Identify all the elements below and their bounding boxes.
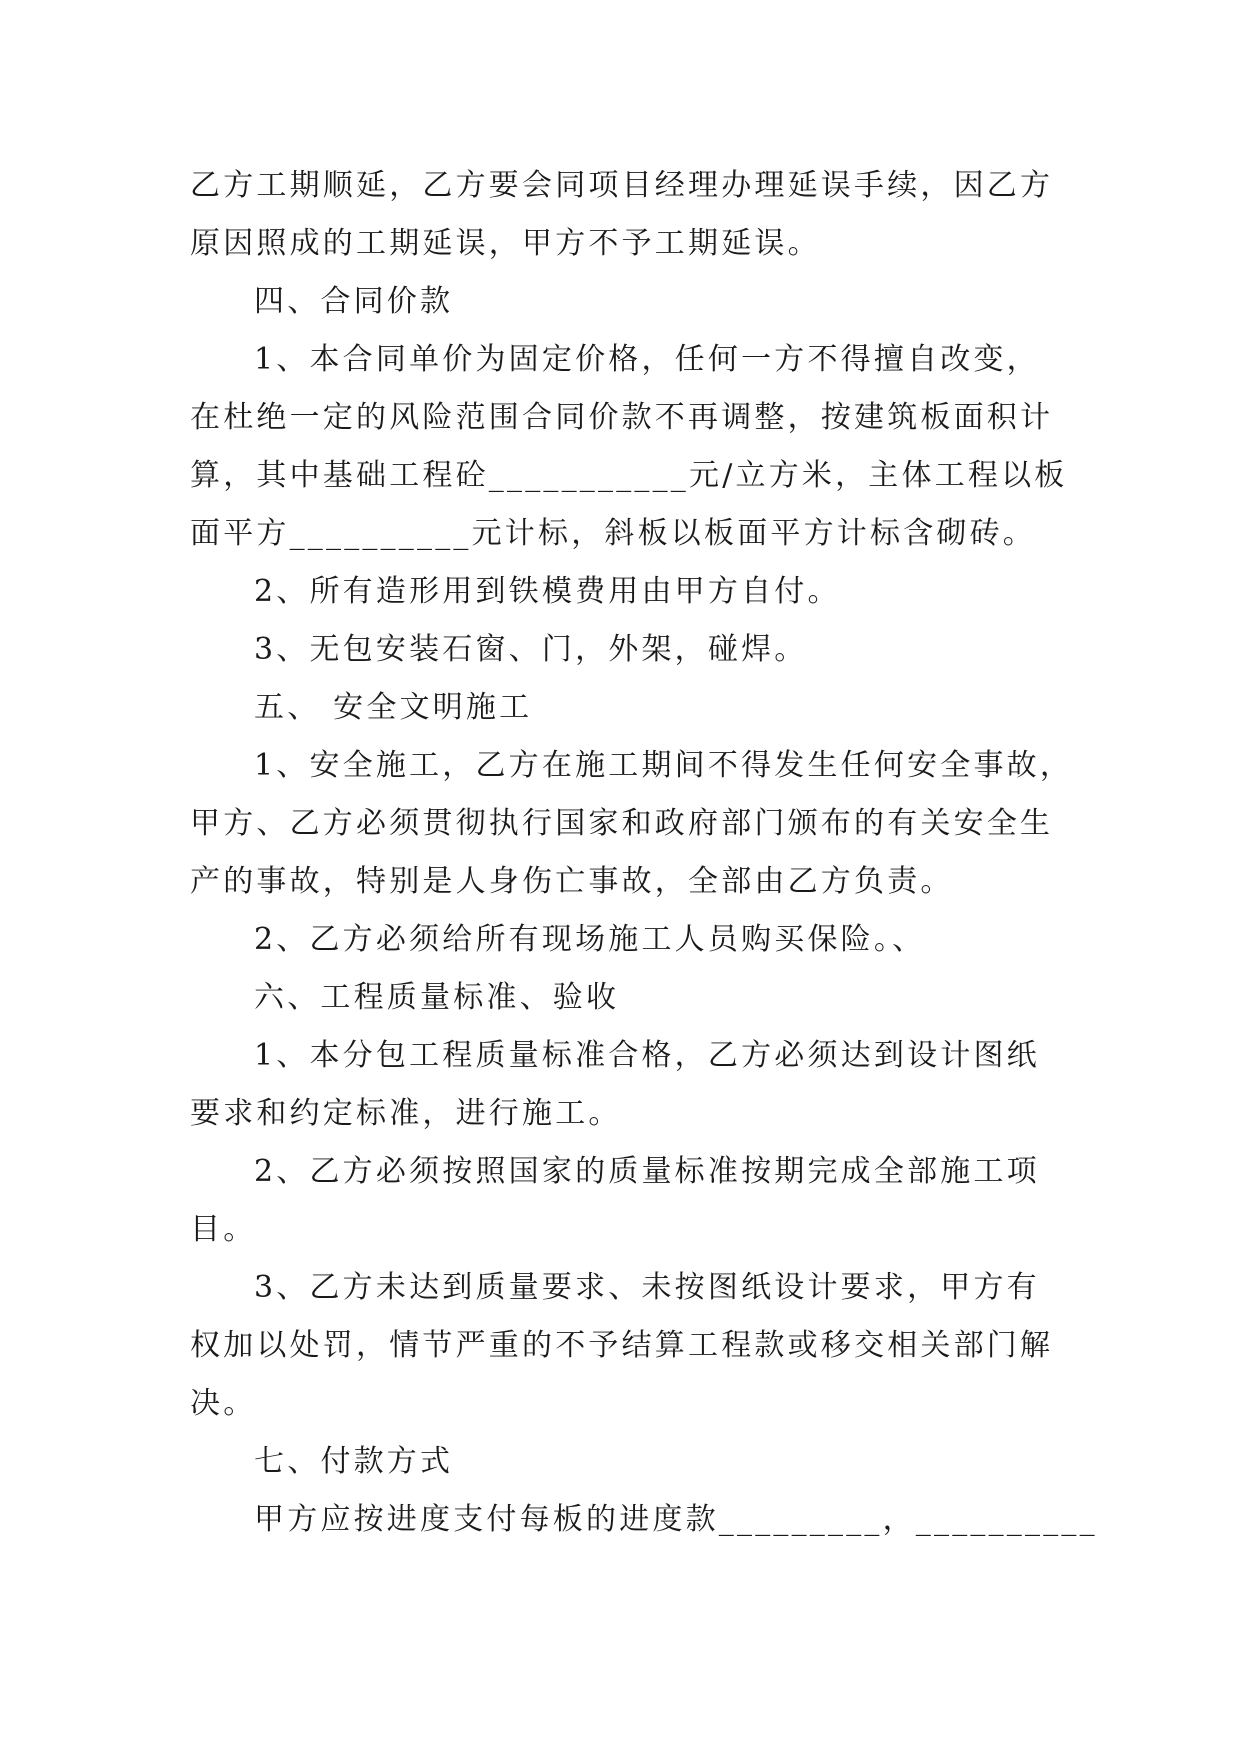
text-line: 决。: [190, 1386, 257, 1421]
text-line: 要求和约定标准，进行施工。: [190, 1096, 622, 1131]
text-line: 甲方应按进度支付每板的进度款_________，__________: [254, 1502, 1098, 1537]
text-line: 产的事故，特别是人身伤亡事故，全部由乙方负责。: [190, 864, 954, 899]
text-line: 乙方工期顺延，乙方要会同项目经理办理延误手续，因乙方: [190, 168, 1054, 203]
text-line: 算，其中基础工程砼___________元/立方米，主体工程以板: [190, 458, 1068, 493]
text-line: 1、本合同单价为固定价格，任何一方不得擅自改变，: [254, 342, 1040, 377]
text-line: 目。: [190, 1212, 257, 1247]
text-line: 甲方、乙方必须贯彻执行国家和政府部门颁布的有关安全生: [190, 806, 1054, 841]
text-line: 1、安全施工，乙方在施工期间不得发生任何安全事故，: [254, 748, 1074, 783]
text-line: 2、所有造形用到铁模费用由甲方自付。: [254, 574, 841, 609]
section-heading: 五、 安全文明施工: [254, 690, 533, 725]
text-line: 在杜绝一定的风险范围合同价款不再调整，按建筑板面积计: [190, 400, 1054, 435]
text-line: 权加以处罚，情节严重的不予结算工程款或移交相关部门解: [190, 1328, 1054, 1363]
text-line: 2、乙方必须给所有现场施工人员购买保险。、: [254, 922, 926, 957]
text-line: 3、乙方未达到质量要求、未按图纸设计要求，甲方有: [254, 1270, 1040, 1305]
section-heading: 六、工程质量标准、验收: [254, 980, 620, 1015]
text-line: 1、本分包工程质量标准合格，乙方必须达到设计图纸: [254, 1038, 1040, 1073]
text-line: 面平方__________元计标，斜板以板面平方计标含砌砖。: [190, 516, 1036, 551]
text-line: 3、无包安装石窗、门，外架，碰焊。: [254, 632, 808, 667]
section-heading: 四、合同价款: [254, 284, 454, 319]
text-line: 原因照成的工期延误，甲方不予工期延误。: [190, 226, 821, 261]
section-heading: 七、付款方式: [254, 1444, 454, 1479]
text-line: 2、乙方必须按照国家的质量标准按期完成全部施工项: [254, 1154, 1040, 1189]
